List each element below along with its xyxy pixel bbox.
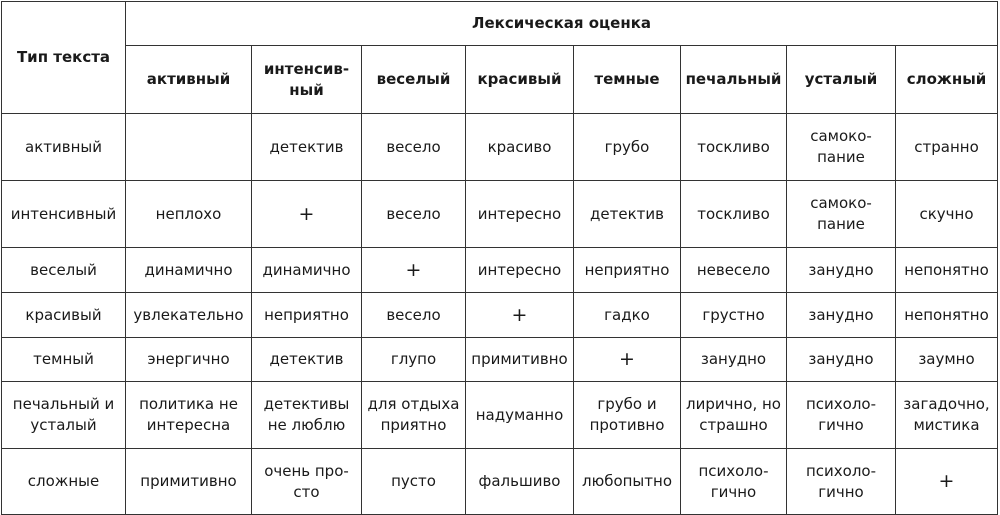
column-header: интенсив- ный [252,46,362,114]
row-header: сложные [2,449,126,515]
table-cell: красиво [466,114,574,181]
corner-header-text-type: Тип текста [2,2,126,114]
table-row [2,449,998,515]
table-cell: непонятно [896,293,998,338]
table-cell: занудно [681,338,787,382]
table-cell: детектив [574,181,681,248]
row-header: красивый [2,293,126,338]
table-row [2,293,998,338]
row-header: темный [2,338,126,382]
table-cell [126,114,252,181]
table-cell: неплохо [126,181,252,248]
table-row [2,114,998,181]
header-row-columns [2,46,998,114]
table-cell: детектив [252,114,362,181]
table-cell: детектив [252,338,362,382]
table-cell: тоскливо [681,181,787,248]
row-header: веселый [2,248,126,293]
table-row [2,382,998,449]
table-cell: психоло- гично [787,382,896,449]
table-cell: занудно [787,248,896,293]
table-cell: любопытно [574,449,681,515]
table-cell: энергично [126,338,252,382]
table-cell: интересно [466,248,574,293]
column-header: красивый [466,46,574,114]
table-cell: примитивно [126,449,252,515]
table-cell: непонятно [896,248,998,293]
column-header: усталый [787,46,896,114]
table-cell: политика не интересна [126,382,252,449]
table-cell: заумно [896,338,998,382]
table-cell: невесело [681,248,787,293]
row-header: интенсивный [2,181,126,248]
column-header: веселый [362,46,466,114]
table-cell: занудно [787,338,896,382]
table-cell: + [574,338,681,382]
table-cell: пусто [362,449,466,515]
table-cell: психоло- гично [681,449,787,515]
table-cell: неприятно [252,293,362,338]
table-row [2,181,998,248]
table-cell: грубо [574,114,681,181]
table-cell: очень про- сто [252,449,362,515]
table-cell: глупо [362,338,466,382]
column-header: активный [126,46,252,114]
table-cell: весело [362,293,466,338]
table-cell: детективы не люблю [252,382,362,449]
table-cell: динамично [252,248,362,293]
row-header: печальный и усталый [2,382,126,449]
table-cell: неприятно [574,248,681,293]
table-cell: психоло- гично [787,449,896,515]
column-header: печальный [681,46,787,114]
table-cell: + [466,293,574,338]
table-cell: самоко- пание [787,114,896,181]
table-cell: увлекательно [126,293,252,338]
lexical-evaluation-table [1,1,998,515]
table-cell: фальшиво [466,449,574,515]
table-cell: грустно [681,293,787,338]
table-cell: странно [896,114,998,181]
row-header: активный [2,114,126,181]
table-cell: для отдыха приятно [362,382,466,449]
header-row-group [2,2,998,46]
table-cell: занудно [787,293,896,338]
table-row [2,338,998,382]
column-header: сложный [896,46,998,114]
table-cell: надуманно [466,382,574,449]
table-cell: загадочно, мистика [896,382,998,449]
table-cell: грубо и противно [574,382,681,449]
table-cell: скучно [896,181,998,248]
table-row [2,248,998,293]
table-cell: динамично [126,248,252,293]
table-cell: тоскливо [681,114,787,181]
table-cell: + [252,181,362,248]
table-cell: + [362,248,466,293]
table-cell: + [896,449,998,515]
table-cell: примитивно [466,338,574,382]
group-header-lexical-evaluation: Лексическая оценка [126,2,998,46]
table-cell: интересно [466,181,574,248]
table-cell: гадко [574,293,681,338]
table-cell: весело [362,181,466,248]
column-header: темные [574,46,681,114]
table-cell: лирично, но страшно [681,382,787,449]
table-cell: весело [362,114,466,181]
table-cell: самоко- пание [787,181,896,248]
